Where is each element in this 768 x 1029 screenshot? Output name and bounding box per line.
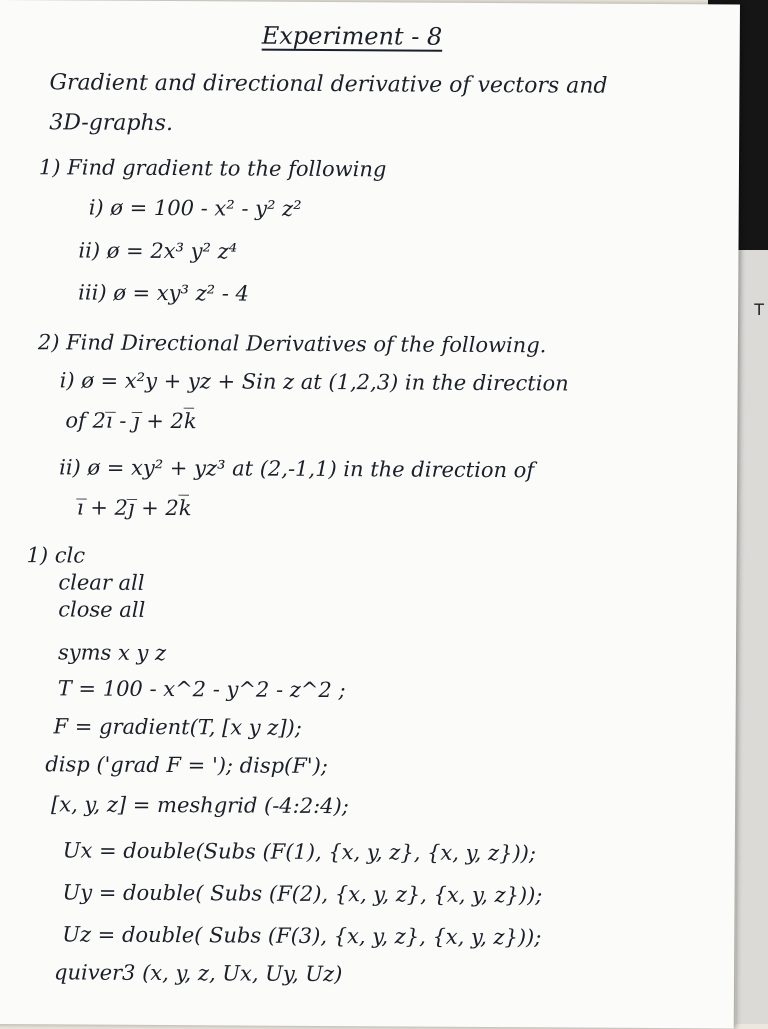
heading-line-1: Gradient and directional derivative of vectors and bbox=[49, 70, 608, 99]
adjacent-page-letter: T bbox=[754, 300, 764, 319]
background-adjacent-page bbox=[736, 250, 768, 1024]
code-line: [x, y, z] = meshgrid (-4:2:4); bbox=[51, 792, 349, 819]
question-2-part-ii-direction: i̅ + 2j̅ + 2k̅ bbox=[76, 495, 192, 521]
page-title: Experiment - 8 bbox=[261, 21, 443, 51]
code-line: close all bbox=[58, 597, 146, 622]
question-2-part-i-direction: of 2i̅ - j̅ + 2k̅ bbox=[65, 408, 197, 434]
question-1-item: i) ø = 100 - x² - y² z² bbox=[88, 195, 302, 221]
question-1-item: ii) ø = 2x³ y² z⁴ bbox=[78, 238, 238, 264]
code-line: T = 100 - x^2 - y^2 - z^2 ; bbox=[57, 676, 346, 703]
code-line: quiver3 (x, y, z, Ux, Uy, Uz) bbox=[53, 960, 343, 987]
code-line: 1) clc bbox=[26, 543, 86, 568]
code-line: clear all bbox=[58, 570, 145, 595]
code-line: Uz = double( Subs (F(3), {x, y, z}, {x, y, z})); bbox=[62, 922, 542, 950]
code-line: Uy = double( Subs (F(2), {x, y, z}, {x, y, z})); bbox=[62, 880, 543, 908]
question-2-label: 2) Find Directional Derivatives of the following. bbox=[37, 330, 547, 358]
heading-line-2: 3D-graphs. bbox=[49, 110, 174, 137]
question-2-part-ii: ii) ø = xy² + yz³ at (2,-1,1) in the direction of bbox=[59, 455, 535, 483]
question-2-part-i: i) ø = x²y + yz + Sin z at (1,2,3) in the direction bbox=[59, 368, 569, 396]
question-1-label: 1) Find gradient to the following bbox=[38, 155, 387, 182]
code-line: syms x y z bbox=[57, 640, 167, 666]
code-line: F = gradient(T, [x y z]); bbox=[53, 714, 302, 740]
code-line: Ux = double(Subs (F(1), {x, y, z}, {x, y, z})); bbox=[62, 838, 537, 866]
code-line: disp ('grad F = '); disp(F'); bbox=[45, 752, 328, 779]
question-1-item: iii) ø = xy³ z² - 4 bbox=[78, 280, 249, 306]
